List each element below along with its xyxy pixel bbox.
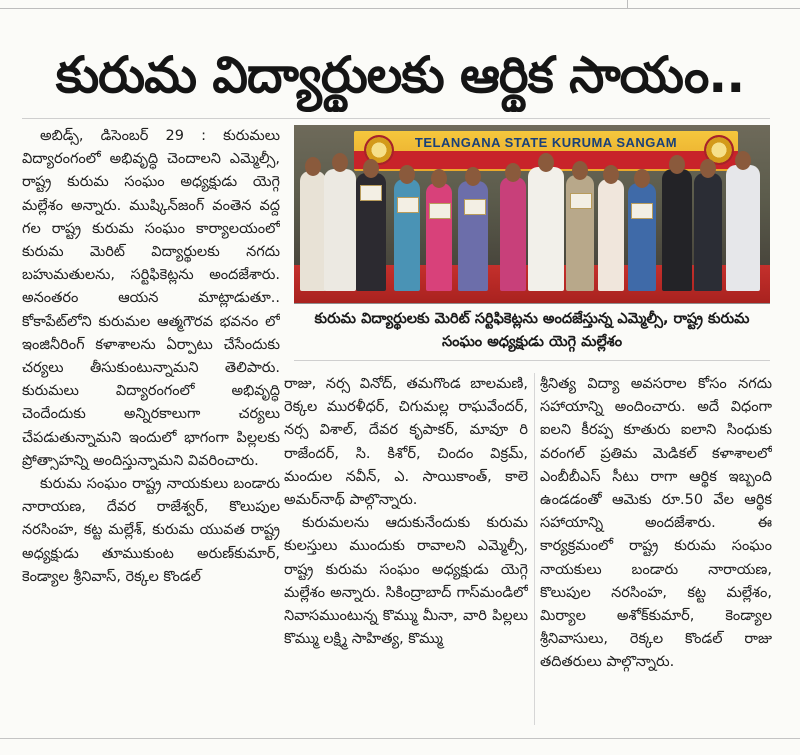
person <box>324 169 356 291</box>
person-head <box>669 155 685 174</box>
person-head <box>700 159 716 178</box>
column-divider <box>534 373 535 725</box>
person-head <box>399 165 415 184</box>
article-column-2 <box>284 373 528 725</box>
certificate <box>570 193 592 209</box>
person-head <box>332 153 348 172</box>
caption-rule <box>294 303 770 304</box>
certificate <box>360 185 382 201</box>
person <box>662 169 692 291</box>
person-head <box>735 151 751 170</box>
person <box>300 171 326 291</box>
column-3-paragraph-1: శ్రీనిత్య విద్యా అవసరాల కోసం నగదు సహాయాన్ని అందించారు. అదే విధంగా ఐలని కీరప్ప కూతురు ఐలాని సింధుకు వరంగల్ ప్రతిమ మెడికల్ కళాశాలలో ఎంబీబీఎస్ సీటు రాగా ఆర్థిక ఇబ్బంది ఉండడంతో ఆమెకు రూ.50 వేల ఆర్థిక సహాయాన్ని అందజేశారు. ఈ కార్యక్రమంలో రాష్ట్ర కురుమ సంఘం నాయకులు బండారు నారాయణ, కొలుపుల నరసింహ, కట్ట మల్లేశం, మిర్యాల అశోక్‌కుమార్, కెండ్యాల శ్రీనివాసులు, రెక్కల కొండల్ రాజు తదితరులు పాల్గొన్నారు. <box>540 376 772 671</box>
photo-caption: కురుమ విద్యార్థులకు మెరిట్ సర్టిఫికెట్లను అందజేస్తున్న ఎమ్మెల్సీ, రాష్ట్ర కురుమ సంఘం అధ్యక్షుడు యెగ్గె మల్లేశం <box>314 311 750 350</box>
column-2-paragraph-2: కురుమలను ఆదుకునేందుకు కురుమ కులస్తులు ముందుకు రావాలని ఎమ్మెల్సీ, రాష్ట్ర కురుమ సంఘం అధ్యక్షుడు యెగ్గె మల్లేశం అన్నారు. సికింద్రాబాద్ గాస్‌మండిలో నివాసముంటున్న కొమ్ము మీనా, వారి పిల్లలు కొమ్ము లక్ష్మి సాహిత్య, కొమ్ము <box>284 515 528 648</box>
top-tick <box>627 0 628 9</box>
article-column-1 <box>22 125 280 725</box>
person-head <box>305 157 321 176</box>
person <box>394 179 420 291</box>
article-headline: కురుమ విద్యార్థులకు ఆర్థిక సాయం.. <box>55 46 745 104</box>
person <box>628 183 656 291</box>
photo-banner-text: TELANGANA STATE KURUMA SANGAM <box>414 135 678 150</box>
person-head <box>538 153 554 172</box>
certificate <box>429 203 451 219</box>
certificate <box>397 197 419 213</box>
person-head <box>572 161 588 180</box>
article-column-3 <box>540 373 772 725</box>
person-head <box>431 169 447 188</box>
person <box>426 183 452 291</box>
person <box>694 173 722 291</box>
certificate <box>464 199 486 215</box>
person-head <box>363 159 379 178</box>
top-rule <box>0 8 800 9</box>
person <box>598 179 624 291</box>
footer-rule <box>0 738 800 739</box>
person <box>726 165 760 291</box>
person-head <box>603 165 619 184</box>
column-1-paragraph-1: అబిడ్స్, డిసెంబర్ 29 : కురుమలు విద్యారంగంలో అభివృద్ధి చెందాలని ఎమ్మెల్సీ, రాష్ట్ర కురుమ సంఘం అధ్యక్షుడు యెగ్గె మల్లేశం అన్నారు. ముష్కిన్‌జంగ్ వంతెన వద్ద గల రాష్ట్ర కురుమ సంఘం కార్యాలయంలో కురుమ మెరిట్ విద్యార్థులకు నగదు బహుమతులను, సర్టిఫికెట్లను అందజేశారు. అనంతరం ఆయన మాట్లాడుతూ.. కోకాపేట్‌లోని కురుమల ఆత్మగౌరవ భవనం లో ఇంజినీరింగ్ కళాశాలను ఏర్పాటు చేసేందుకు చర్యలు తీసుకుంటున్నామని తెలిపారు. కురుమలు విద్యారంగంలో అభివృద్ధి చెందేందుకు అన్నిరకాలుగా చర్యలు చేపడుతున్నామని ఇందులో భాగంగా పిల్లలకు ప్రోత్సాహన్ని అందిస్తున్నామని వివరించారు. <box>22 128 280 469</box>
event-photo <box>294 125 770 303</box>
person-head <box>505 163 521 182</box>
person-head <box>465 167 481 186</box>
person <box>458 181 488 291</box>
headline-rule <box>22 118 770 119</box>
column-2-paragraph-1: రాజు, నర్స వినోద్, తమగొండ బాలమణి, రెక్కల మురళీధర్, చిగుమల్ల రాఘవేందర్, నర్స విశాల్, దేవర కృపాకర్, మావూ రి రాజేందర్, సి. కిశోర్, చిందం విక్రమ్, మందుల నవీన్, ఎ. సాయికాంత్, కాలె అమర్‌నాథ్ పాల్గొన్నారు. <box>284 376 528 509</box>
certificate <box>631 203 653 219</box>
column-1-paragraph-2: కురుమ సంఘం రాష్ట్ర నాయకులు బండారు నారాయణ, దేవర రాజేశ్వర్, కొలుపుల నరసింహ, కట్ట మల్లేశ్, కురుమ యువత రాష్ట్ర అధ్యక్షుడు తూముకుంట అరుణ్‌కుమార్, కెండ్యాల శ్రీనివాస్, రెక్కల కొండల్ <box>22 476 280 585</box>
person <box>500 177 526 291</box>
person-head <box>634 169 650 188</box>
person <box>528 167 564 291</box>
caption-bottom-rule <box>294 360 770 361</box>
